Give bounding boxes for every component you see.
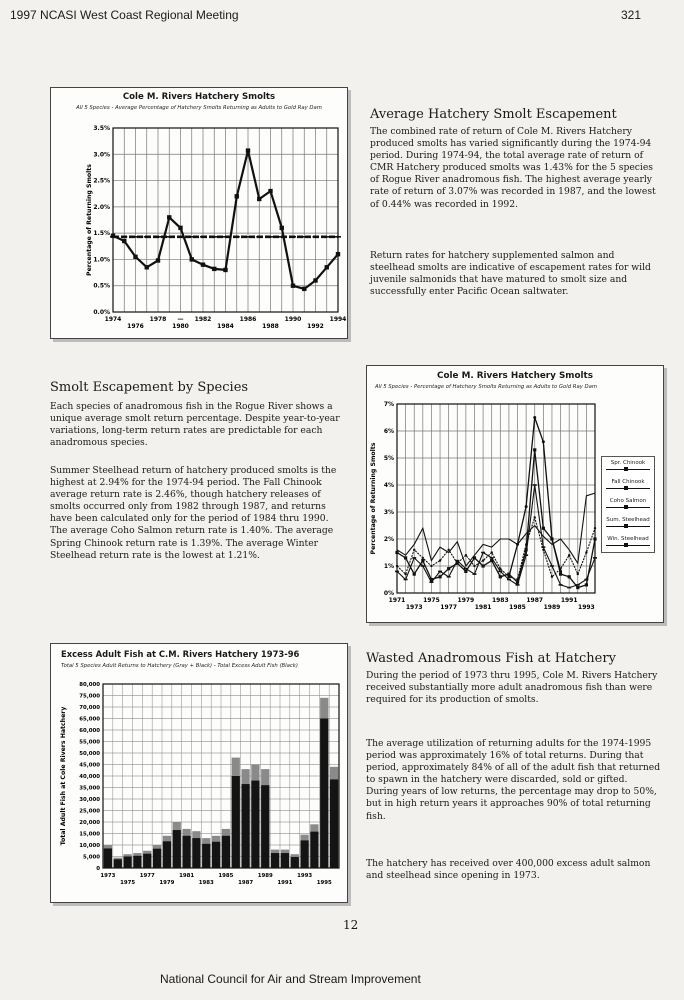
bar-excess — [291, 857, 299, 868]
bar-excess — [192, 838, 200, 868]
data-point — [268, 189, 272, 193]
y-tick-label: 3.0% — [93, 151, 110, 159]
y-tick-label: 0.5% — [93, 282, 110, 290]
bar-excess — [232, 776, 240, 868]
data-point — [542, 440, 545, 443]
data-point — [257, 197, 261, 201]
data-point — [542, 527, 545, 530]
chart-subtitle: Total 5 Species Adult Returns to Hatchery (Gray + Black) - Total Excess Adult Fish (Black) — [61, 663, 298, 669]
y-tick-label: 70,000 — [79, 705, 100, 711]
data-point — [145, 265, 149, 269]
y-axis-label: Percentage of Returning Smolts — [86, 164, 93, 276]
bar-excess — [320, 719, 328, 869]
x-tick-label: 1982 — [194, 316, 212, 323]
bar-excess — [143, 854, 151, 868]
x-tick-label: 1971 — [388, 597, 406, 604]
data-point — [499, 568, 501, 570]
heading-species-escapement: Smolt Escapement by Species — [50, 380, 249, 395]
data-point — [422, 557, 424, 559]
x-tick-label: 1991 — [560, 597, 578, 604]
y-tick-label: 40,000 — [79, 774, 100, 780]
data-point — [439, 559, 441, 561]
y-tick-label: 35,000 — [79, 785, 100, 792]
data-point — [156, 258, 160, 262]
data-point — [212, 267, 216, 271]
data-point — [516, 578, 518, 580]
data-point — [430, 565, 432, 567]
y-tick-label: 3% — [383, 509, 394, 516]
y-tick-label: 2.5% — [93, 177, 110, 185]
x-tick-label: 1977 — [440, 604, 458, 611]
data-point — [473, 565, 475, 567]
y-tick-label: 1% — [383, 563, 394, 570]
y-tick-label: 1.5% — [93, 230, 110, 238]
legend-label: Fall Chinook — [611, 479, 645, 485]
data-point — [456, 562, 458, 564]
data-point — [499, 575, 502, 578]
legend-label: Win. Steelhead — [607, 536, 649, 542]
data-point — [133, 255, 137, 259]
data-point — [568, 554, 570, 556]
x-tick-label: 1983 — [491, 597, 509, 604]
data-point — [413, 549, 415, 551]
data-point — [534, 516, 536, 518]
y-tick-label: 5% — [383, 455, 394, 462]
data-point — [167, 215, 171, 219]
chart-avg-smolt-return — [50, 87, 348, 339]
y-tick-label: 7% — [383, 401, 394, 408]
bar-excess — [133, 856, 141, 868]
x-tick-label: 1981 — [179, 873, 195, 879]
x-tick-label: 1993 — [297, 873, 313, 879]
x-tick-label: 1983 — [198, 880, 214, 886]
data-point — [577, 573, 579, 575]
paragraph: The average utilization of returning adults for the 1974-1995 period was approximately 16% of total returns. During that period, approximately 84% of all of the adult fish that returned to spawn in the hatchery were discarded, sold or gifted. During years of low returns, the percentage may drop to 50%, but in high return years it approaches 90% of total returning fish. — [366, 738, 661, 822]
x-tick-label: 1984 — [217, 323, 234, 330]
legend-label: Sum. Steelhead — [606, 517, 650, 523]
x-tick-label: 1980 — [172, 323, 189, 330]
data-point — [465, 554, 467, 556]
bar-excess — [271, 853, 279, 868]
x-tick-label: 1986 — [239, 316, 257, 323]
chart-species-smolt-return — [366, 365, 664, 623]
x-tick-label: 1979 — [457, 597, 475, 604]
data-point — [413, 573, 416, 576]
x-tick-label: 1975 — [423, 597, 440, 604]
bar-excess — [123, 857, 131, 869]
y-tick-label: 0% — [383, 590, 394, 597]
y-tick-label: 60,000 — [79, 728, 100, 734]
data-point — [447, 567, 450, 570]
chart-subtitle: All 5 Species - Average Percentage of Hatchery Smolts Returning as Adults to Gold Ray Dam — [76, 105, 322, 111]
data-point — [404, 573, 406, 575]
y-tick-label: 20,000 — [79, 820, 100, 826]
paragraph: During the period of 1973 thru 1995, Cole M. Rivers Hatchery received substantially more adult anadromous fish than were required for its production of smolts. — [366, 670, 658, 706]
bar-excess — [173, 830, 181, 868]
data-point — [395, 551, 398, 554]
heading-avg-escapement: Average Hatchery Smolt Escapement — [370, 107, 617, 122]
data-point — [542, 549, 544, 551]
y-tick-label: 5,000 — [82, 854, 100, 861]
bar-excess — [281, 853, 289, 868]
y-tick-label: 65,000 — [79, 716, 100, 723]
series-line — [397, 450, 595, 588]
data-point — [481, 564, 484, 567]
bar-excess — [202, 844, 210, 868]
x-tick-label: 1979 — [159, 880, 175, 886]
y-tick-label: 4% — [383, 482, 394, 489]
y-tick-label: 50,000 — [79, 751, 100, 757]
y-tick-label: 2.0% — [93, 203, 110, 211]
x-tick-label: 1987 — [526, 597, 544, 604]
paragraph: Return rates for hatchery supplemented salmon and steelhead smolts are indicative of escapement rates for wild juvenile salmonids that have matured to smolt size and successfully enter Pacific Ocean saltwater. — [370, 250, 651, 298]
x-tick-label: 1981 — [474, 604, 492, 611]
x-tick-label: 1992 — [307, 323, 324, 330]
x-tick-label: 1974 — [104, 316, 122, 323]
data-point — [594, 527, 596, 529]
x-tick-label: 1975 — [120, 880, 136, 886]
data-point — [122, 239, 126, 243]
data-point — [559, 568, 561, 570]
legend-item — [602, 514, 654, 533]
legend-item — [602, 457, 654, 476]
y-tick-label: 2% — [383, 536, 394, 543]
x-tick-label: 1988 — [262, 323, 279, 330]
y-tick-label: 10,000 — [79, 843, 100, 849]
x-tick-label: — — [177, 316, 184, 323]
y-tick-label: 0.0% — [93, 309, 110, 316]
paragraph: The hatchery has received over 400,000 excess adult salmon and steelhead since opening in 1973. — [366, 858, 651, 882]
x-tick-label: 1994 — [329, 316, 347, 323]
x-tick-label: 1985 — [218, 873, 234, 879]
x-tick-label: 1985 — [509, 604, 526, 611]
data-point — [438, 575, 441, 578]
bar-excess — [241, 784, 249, 868]
data-point — [593, 537, 596, 540]
x-tick-label: 1978 — [149, 316, 167, 323]
data-point — [291, 284, 295, 288]
bar-excess — [163, 841, 171, 868]
legend-item — [602, 476, 654, 495]
chart-legend — [601, 456, 655, 553]
paragraph: The combined rate of return of Cole M. Rivers Hatchery produced smolts has varied significantly during the 1974-94 period. During 1974-94, the total average rate of return of CMR Hatchery produced smolts was 1.43% for the 5 species of Rogue River anadromous fish. The highest average yearly rate of return of 3.07% was recorded in 1987, and the lowest of 0.44% was recorded in 1992. — [370, 126, 656, 210]
y-axis-label: Total Adult Fish at Cole Rivers Hatchery — [60, 706, 67, 846]
heading-wasted-fish: Wasted Anadromous Fish at Hatchery — [366, 651, 616, 666]
data-point — [280, 226, 284, 230]
chart-excess-adult-fish — [50, 643, 348, 903]
data-point — [235, 194, 239, 198]
bar-excess — [251, 781, 259, 868]
y-tick-label: 15,000 — [79, 831, 100, 838]
data-point — [464, 570, 467, 573]
bar-chart-svg — [51, 644, 347, 902]
data-point — [201, 262, 205, 266]
data-point — [447, 549, 449, 551]
bar-excess — [212, 842, 220, 868]
data-point — [508, 576, 510, 578]
bar-excess — [114, 859, 122, 868]
legend-item — [602, 495, 654, 514]
bar-excess — [300, 840, 308, 868]
bar-excess — [330, 779, 338, 868]
x-tick-label: 1991 — [277, 880, 293, 886]
x-tick-label: 1989 — [543, 604, 561, 611]
data-point — [568, 575, 571, 578]
data-point — [396, 565, 398, 567]
data-point — [246, 148, 250, 152]
data-point — [533, 416, 536, 419]
bar-excess — [104, 848, 112, 868]
y-tick-label: 6% — [383, 428, 394, 435]
y-tick-label: 45,000 — [79, 762, 100, 769]
bar-excess — [182, 836, 190, 868]
y-tick-label: 1.0% — [93, 256, 110, 264]
paragraph: Each species of anadromous fish in the Rogue River shows a unique average smolt return percentage. Despite year-to-year variations, long-term return rates are predictable for each anadromous species. — [50, 401, 340, 449]
data-point — [559, 573, 562, 576]
data-point — [313, 278, 317, 282]
bar-excess — [222, 836, 230, 868]
x-tick-label: 1989 — [257, 873, 273, 879]
y-tick-label: 3.5% — [93, 125, 110, 132]
chart-title: Cole M. Rivers Hatchery Smolts — [437, 371, 593, 381]
chart-title: Cole M. Rivers Hatchery Smolts — [122, 92, 276, 102]
data-point — [490, 551, 492, 553]
y-tick-label: 80,000 — [79, 682, 100, 688]
x-tick-label: 1995 — [316, 880, 332, 886]
header-page-number: 321 — [621, 8, 642, 22]
chart-title: Excess Adult Fish at C.M. Rivers Hatchery 1973-96 — [61, 649, 300, 659]
data-point — [336, 252, 340, 256]
y-axis-label: Percentage of Returning Smolts — [370, 442, 377, 555]
data-point — [302, 287, 306, 291]
data-point — [585, 583, 588, 586]
x-tick-label: 1993 — [578, 604, 595, 611]
y-tick-label: 55,000 — [79, 739, 100, 746]
series-line — [397, 493, 595, 566]
y-tick-label: 0 — [96, 866, 100, 872]
data-point — [190, 257, 194, 261]
data-point — [576, 586, 579, 589]
bar-excess — [153, 849, 161, 868]
y-tick-label: 25,000 — [79, 808, 100, 815]
y-tick-label: 75,000 — [79, 693, 100, 700]
data-point — [223, 268, 227, 272]
line-chart-svg — [51, 88, 347, 338]
data-point — [585, 551, 587, 553]
data-point — [550, 538, 553, 541]
legend-item — [602, 533, 654, 552]
data-point — [404, 556, 407, 559]
data-point — [482, 559, 484, 561]
x-tick-label: 1976 — [127, 323, 144, 330]
series-line — [397, 485, 595, 588]
y-tick-label: 30,000 — [79, 797, 100, 803]
data-point — [525, 505, 528, 508]
bar-excess — [261, 785, 269, 868]
bar-excess — [310, 832, 318, 868]
x-tick-label: 1977 — [139, 873, 155, 879]
data-point — [178, 226, 182, 230]
x-tick-label: 1973 — [100, 873, 116, 879]
data-point — [325, 265, 329, 269]
data-point — [551, 576, 553, 578]
page-number: 12 — [343, 918, 359, 932]
x-tick-label: 1987 — [238, 880, 254, 886]
running-header: 1997 NCASI West Coast Regional Meeting — [10, 8, 239, 22]
data-point — [525, 543, 527, 545]
footer: National Council for Air and Stream Improvement — [160, 972, 421, 986]
x-tick-label: 1990 — [284, 316, 302, 323]
x-tick-label: 1973 — [405, 604, 423, 611]
data-point — [533, 448, 536, 451]
legend-label: Coho Salmon — [609, 498, 647, 504]
legend-label: Spr. Chinook — [610, 460, 646, 466]
paragraph: Summer Steelhead return of hatchery produced smolts is the highest at 2.94% for the 1974-94 period. The Fall Chinook average return rate is 2.46%, though hatchery releases of smolts occurred only from 1982 through 1987, and returns have been calculated only for the period of 1984 thru 1990. The average Coho Salmon return rate is 1.40%. The average Spring Chinook return rate is 1.39%. The average Winter Steelhead return rate is the lowest at 1.21%. — [50, 465, 337, 561]
chart-subtitle: All 5 Species - Percentage of Hatchery Smolts Returning as Adults to Gold Ray Dam — [375, 384, 598, 390]
